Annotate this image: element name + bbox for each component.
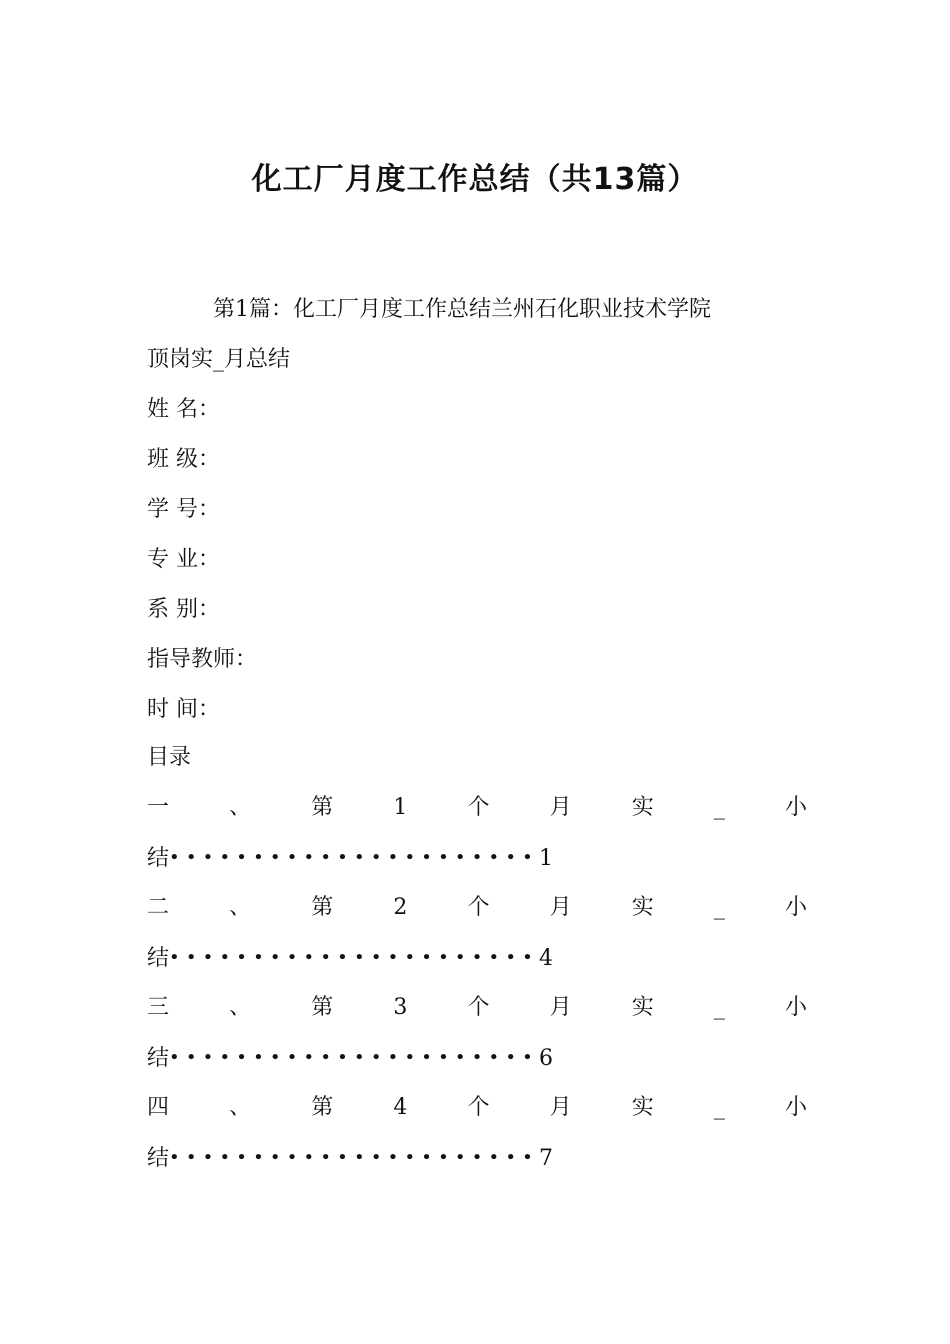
toc-token: 、	[229, 895, 252, 920]
toc-dot-leader: ••••••••••••••••••••••	[169, 1147, 539, 1168]
toc-entry-2-line1	[147, 893, 807, 923]
toc-token: 小	[784, 995, 807, 1020]
toc-token: 第	[311, 795, 334, 820]
toc-token: _	[713, 895, 725, 920]
toc-dot-leader: ••••••••••••••••••••••	[169, 947, 539, 968]
toc-token: 月	[549, 895, 572, 920]
toc-token: 个	[467, 1095, 490, 1120]
field-name	[147, 395, 220, 425]
field-class	[147, 445, 220, 475]
toc-token: 实	[631, 795, 654, 820]
toc-entry-3-line2	[147, 1043, 553, 1074]
toc-token: 三	[147, 995, 170, 1020]
field-class-label: 班 级：	[147, 447, 220, 472]
intro-line-1: 第1篇：化工厂月度工作总结兰州石化职业技术学院	[213, 297, 711, 322]
field-major	[147, 545, 220, 575]
toc-prefix: 结	[147, 1046, 170, 1071]
toc-token: 、	[229, 995, 252, 1020]
toc-token: 小	[784, 795, 807, 820]
field-department-label: 系 别：	[147, 597, 220, 622]
toc-entry-3-line1	[147, 993, 807, 1023]
field-time	[147, 695, 220, 725]
toc-token: 2	[393, 895, 408, 920]
toc-entry-4-line1	[147, 1093, 807, 1123]
toc-token: 二	[147, 895, 170, 920]
toc-prefix: 结	[147, 846, 170, 871]
toc-token: _	[713, 995, 725, 1020]
document-title: 化工厂月度工作总结（共13篇）	[251, 162, 699, 197]
toc-token: 3	[393, 995, 408, 1020]
intro-line-2: 顶岗实_月总结	[147, 347, 291, 372]
toc-token: 小	[784, 1095, 807, 1120]
toc-token: 个	[467, 995, 490, 1020]
toc-token: 月	[549, 995, 572, 1020]
toc-token: 一	[147, 795, 170, 820]
toc-entry-4-line2	[147, 1143, 553, 1174]
toc-entry-2-line2	[147, 943, 553, 974]
toc-token: 第	[311, 995, 334, 1020]
toc-token: 实	[631, 995, 654, 1020]
toc-entry-1-line1	[147, 793, 807, 823]
field-advisor	[147, 645, 257, 675]
toc-dot-leader: ••••••••••••••••••••••	[169, 1047, 539, 1068]
toc-dot-leader: ••••••••••••••••••••••	[169, 847, 539, 868]
toc-token: 月	[549, 795, 572, 820]
field-student-id	[147, 495, 220, 525]
toc-page-number: 4	[539, 946, 553, 971]
toc-token: _	[713, 1095, 725, 1120]
toc-page-number: 6	[539, 1046, 553, 1071]
field-advisor-label: 指导教师：	[147, 647, 258, 672]
field-student-id-label: 学 号：	[147, 497, 220, 522]
toc-token: 个	[467, 795, 490, 820]
toc-page-number: 7	[539, 1146, 553, 1171]
toc-entry-1-line2	[147, 843, 553, 874]
field-department	[147, 595, 220, 625]
toc-token: 四	[147, 1095, 170, 1120]
toc-title: 目录	[147, 745, 192, 770]
toc-token: 4	[393, 1095, 408, 1120]
toc-token: 实	[631, 1095, 654, 1120]
toc-token: 实	[631, 895, 654, 920]
toc-token: 月	[549, 1095, 572, 1120]
toc-page-number: 1	[539, 846, 553, 871]
toc-prefix: 结	[147, 1146, 170, 1171]
toc-token: 第	[311, 895, 334, 920]
toc-token: 小	[784, 895, 807, 920]
toc-prefix: 结	[147, 946, 170, 971]
toc-token: 第	[311, 1095, 334, 1120]
field-major-label: 专 业：	[147, 547, 220, 572]
field-name-label: 姓 名：	[147, 397, 220, 422]
field-time-label: 时 间：	[147, 697, 220, 722]
toc-token: 个	[467, 895, 490, 920]
toc-token: _	[713, 795, 725, 820]
toc-token: 1	[393, 795, 408, 820]
toc-token: 、	[229, 1095, 252, 1120]
toc-token: 、	[229, 795, 252, 820]
